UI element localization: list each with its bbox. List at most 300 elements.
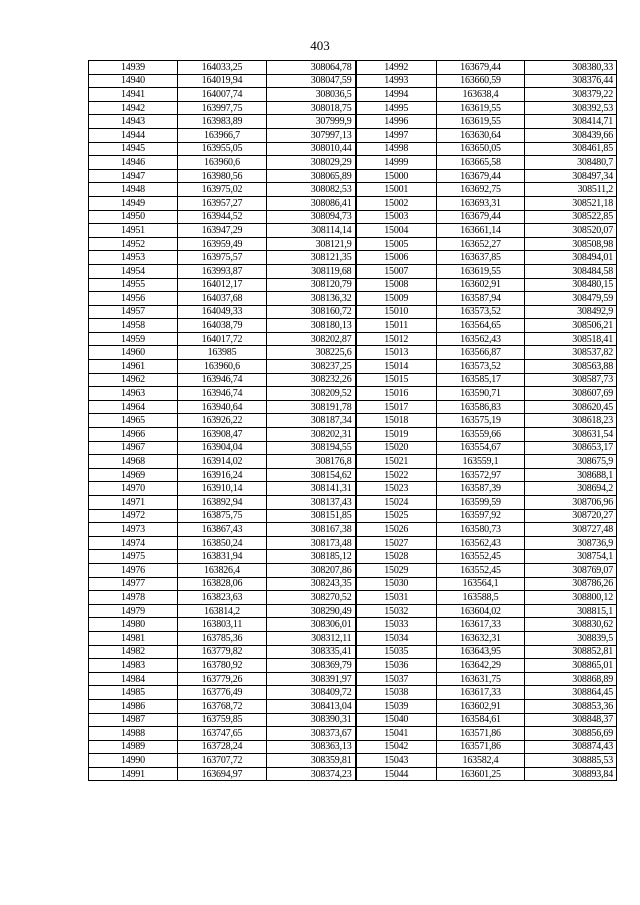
y-coordinate-cell: 308306,01 (267, 618, 356, 632)
table-row (89, 101, 617, 115)
point-number-cell: 14961 (89, 360, 178, 374)
x-coordinate-cell: 163571,86 (437, 727, 525, 741)
x-coordinate-cell: 163997,75 (178, 101, 267, 115)
y-coordinate-cell: 308173,48 (267, 536, 356, 550)
y-coordinate-cell: 308141,31 (267, 482, 356, 496)
x-coordinate-cell: 163637,85 (437, 251, 525, 265)
y-coordinate-cell: 308754,1 (525, 550, 617, 564)
point-number-cell: 14998 (356, 142, 437, 156)
y-coordinate-cell: 308036,5 (267, 88, 356, 102)
point-number-cell: 14990 (89, 754, 178, 768)
y-coordinate-cell: 308484,58 (525, 264, 617, 278)
point-number-cell: 15039 (356, 699, 437, 713)
table-row (89, 645, 617, 659)
table-row (89, 455, 617, 469)
x-coordinate-cell: 163619,55 (437, 101, 525, 115)
y-coordinate-cell: 308121,9 (267, 237, 356, 251)
x-coordinate-cell: 163776,49 (178, 686, 267, 700)
point-number-cell: 14972 (89, 509, 178, 523)
point-number-cell: 14943 (89, 115, 178, 129)
y-coordinate-cell: 308506,21 (525, 319, 617, 333)
point-number-cell: 14957 (89, 305, 178, 319)
x-coordinate-cell: 163619,55 (437, 264, 525, 278)
table-row (89, 305, 617, 319)
point-number-cell: 14964 (89, 400, 178, 414)
y-coordinate-cell: 308180,13 (267, 319, 356, 333)
point-number-cell: 14982 (89, 645, 178, 659)
point-number-cell: 15001 (356, 183, 437, 197)
x-coordinate-cell: 163572,97 (437, 468, 525, 482)
x-coordinate-cell: 163631,75 (437, 672, 525, 686)
point-number-cell: 14988 (89, 727, 178, 741)
point-number-cell: 15027 (356, 536, 437, 550)
point-number-cell: 14981 (89, 631, 178, 645)
x-coordinate-cell: 163630,64 (437, 128, 525, 142)
point-number-cell: 14959 (89, 332, 178, 346)
x-coordinate-cell: 163904,04 (178, 441, 267, 455)
y-coordinate-cell: 308497,34 (525, 169, 617, 183)
point-number-cell: 15002 (356, 196, 437, 210)
x-coordinate-cell: 163552,45 (437, 563, 525, 577)
x-coordinate-cell: 163966,7 (178, 128, 267, 142)
point-number-cell: 15036 (356, 659, 437, 673)
y-coordinate-cell: 308563,88 (525, 360, 617, 374)
point-number-cell: 15016 (356, 387, 437, 401)
point-number-cell: 15020 (356, 441, 437, 455)
point-number-cell: 14969 (89, 468, 178, 482)
y-coordinate-cell: 308439,66 (525, 128, 617, 142)
x-coordinate-cell: 163665,58 (437, 156, 525, 170)
point-number-cell: 15011 (356, 319, 437, 333)
x-coordinate-cell: 163831,94 (178, 550, 267, 564)
x-coordinate-cell: 163566,87 (437, 346, 525, 360)
table-row (89, 496, 617, 510)
x-coordinate-cell: 163564,65 (437, 319, 525, 333)
x-coordinate-cell: 163590,71 (437, 387, 525, 401)
table-row (89, 278, 617, 292)
table-row (89, 699, 617, 713)
x-coordinate-cell: 163643,95 (437, 645, 525, 659)
x-coordinate-cell: 163983,89 (178, 115, 267, 129)
y-coordinate-cell: 308194,55 (267, 441, 356, 455)
point-number-cell: 14944 (89, 128, 178, 142)
x-coordinate-cell: 163926,22 (178, 414, 267, 428)
y-coordinate-cell: 308864,45 (525, 686, 617, 700)
table-row (89, 414, 617, 428)
y-coordinate-cell: 308243,35 (267, 577, 356, 591)
y-coordinate-cell: 308480,15 (525, 278, 617, 292)
y-coordinate-cell: 308839,5 (525, 631, 617, 645)
point-number-cell: 14991 (89, 767, 178, 781)
point-number-cell: 14995 (356, 101, 437, 115)
coordinates-table-body (89, 61, 617, 781)
point-number-cell: 15008 (356, 278, 437, 292)
y-coordinate-cell: 308522,85 (525, 210, 617, 224)
y-coordinate-cell: 308607,69 (525, 387, 617, 401)
x-coordinate-cell: 163617,33 (437, 618, 525, 632)
y-coordinate-cell: 308511,2 (525, 183, 617, 197)
x-coordinate-cell: 163780,92 (178, 659, 267, 673)
table-row (89, 686, 617, 700)
x-coordinate-cell: 163552,45 (437, 550, 525, 564)
table-row (89, 115, 617, 129)
point-number-cell: 14970 (89, 482, 178, 496)
table-row (89, 754, 617, 768)
x-coordinate-cell: 163573,52 (437, 305, 525, 319)
y-coordinate-cell: 308137,43 (267, 496, 356, 510)
y-coordinate-cell: 307997,13 (267, 128, 356, 142)
table-row (89, 183, 617, 197)
point-number-cell: 14976 (89, 563, 178, 577)
point-number-cell: 15040 (356, 713, 437, 727)
point-number-cell: 15024 (356, 496, 437, 510)
point-number-cell: 14975 (89, 550, 178, 564)
table-row (89, 264, 617, 278)
x-coordinate-cell: 163960,6 (178, 156, 267, 170)
point-number-cell: 15007 (356, 264, 437, 278)
y-coordinate-cell: 308390,31 (267, 713, 356, 727)
point-number-cell: 14974 (89, 536, 178, 550)
y-coordinate-cell: 308160,72 (267, 305, 356, 319)
y-coordinate-cell: 308688,1 (525, 468, 617, 482)
point-number-cell: 15003 (356, 210, 437, 224)
y-coordinate-cell: 308114,14 (267, 224, 356, 238)
y-coordinate-cell: 308587,73 (525, 373, 617, 387)
y-coordinate-cell: 308064,78 (267, 61, 356, 75)
x-coordinate-cell: 163652,27 (437, 237, 525, 251)
point-number-cell: 15005 (356, 237, 437, 251)
x-coordinate-cell: 163910,14 (178, 482, 267, 496)
y-coordinate-cell: 308848,37 (525, 713, 617, 727)
x-coordinate-cell: 163914,02 (178, 455, 267, 469)
x-coordinate-cell: 163602,91 (437, 278, 525, 292)
y-coordinate-cell: 308312,11 (267, 631, 356, 645)
x-coordinate-cell: 163602,91 (437, 699, 525, 713)
point-number-cell: 15037 (356, 672, 437, 686)
y-coordinate-cell: 308120,79 (267, 278, 356, 292)
x-coordinate-cell: 163946,74 (178, 373, 267, 387)
y-coordinate-cell: 308380,33 (525, 61, 617, 75)
y-coordinate-cell: 307999,9 (267, 115, 356, 129)
y-coordinate-cell: 308480,7 (525, 156, 617, 170)
point-number-cell: 15013 (356, 346, 437, 360)
point-number-cell: 15010 (356, 305, 437, 319)
table-row (89, 128, 617, 142)
y-coordinate-cell: 308815,1 (525, 604, 617, 618)
x-coordinate-cell: 163707,72 (178, 754, 267, 768)
point-number-cell: 15032 (356, 604, 437, 618)
point-number-cell: 15042 (356, 740, 437, 754)
table-row (89, 210, 617, 224)
point-number-cell: 15029 (356, 563, 437, 577)
point-number-cell: 14949 (89, 196, 178, 210)
table-row (89, 332, 617, 346)
y-coordinate-cell: 308520,07 (525, 224, 617, 238)
table-row (89, 550, 617, 564)
point-number-cell: 14989 (89, 740, 178, 754)
y-coordinate-cell: 308853,36 (525, 699, 617, 713)
table-row (89, 740, 617, 754)
table-row (89, 727, 617, 741)
point-number-cell: 14958 (89, 319, 178, 333)
x-coordinate-cell: 163632,31 (437, 631, 525, 645)
y-coordinate-cell: 308154,62 (267, 468, 356, 482)
y-coordinate-cell: 308653,17 (525, 441, 617, 455)
point-number-cell: 14940 (89, 74, 178, 88)
y-coordinate-cell: 308010,44 (267, 142, 356, 156)
point-number-cell: 14962 (89, 373, 178, 387)
x-coordinate-cell: 163779,82 (178, 645, 267, 659)
x-coordinate-cell: 163660,59 (437, 74, 525, 88)
x-coordinate-cell: 163586,83 (437, 400, 525, 414)
y-coordinate-cell: 308209,52 (267, 387, 356, 401)
point-number-cell: 15030 (356, 577, 437, 591)
point-number-cell: 14950 (89, 210, 178, 224)
x-coordinate-cell: 163823,63 (178, 591, 267, 605)
point-number-cell: 14996 (356, 115, 437, 129)
x-coordinate-cell: 163693,31 (437, 196, 525, 210)
y-coordinate-cell: 308518,41 (525, 332, 617, 346)
point-number-cell: 15022 (356, 468, 437, 482)
y-coordinate-cell: 308369,79 (267, 659, 356, 673)
point-number-cell: 14999 (356, 156, 437, 170)
y-coordinate-cell: 308409,72 (267, 686, 356, 700)
x-coordinate-cell: 163867,43 (178, 523, 267, 537)
point-number-cell: 15009 (356, 292, 437, 306)
y-coordinate-cell: 308620,45 (525, 400, 617, 414)
table-row (89, 468, 617, 482)
y-coordinate-cell: 308856,69 (525, 727, 617, 741)
y-coordinate-cell: 308187,34 (267, 414, 356, 428)
x-coordinate-cell: 163642,29 (437, 659, 525, 673)
y-coordinate-cell: 308414,71 (525, 115, 617, 129)
y-coordinate-cell: 308185,12 (267, 550, 356, 564)
x-coordinate-cell: 163947,29 (178, 224, 267, 238)
x-coordinate-cell: 164037,68 (178, 292, 267, 306)
y-coordinate-cell: 308720,27 (525, 509, 617, 523)
y-coordinate-cell: 308675,9 (525, 455, 617, 469)
y-coordinate-cell: 308086,41 (267, 196, 356, 210)
y-coordinate-cell: 308151,85 (267, 509, 356, 523)
point-number-cell: 14942 (89, 101, 178, 115)
y-coordinate-cell: 308335,41 (267, 645, 356, 659)
point-number-cell: 14960 (89, 346, 178, 360)
point-number-cell: 15026 (356, 523, 437, 537)
x-coordinate-cell: 163759,85 (178, 713, 267, 727)
table-row (89, 563, 617, 577)
point-number-cell: 15044 (356, 767, 437, 781)
y-coordinate-cell: 308363,13 (267, 740, 356, 754)
y-coordinate-cell: 308374,23 (267, 767, 356, 781)
point-number-cell: 14939 (89, 61, 178, 75)
x-coordinate-cell: 163562,43 (437, 536, 525, 550)
point-number-cell: 15038 (356, 686, 437, 700)
point-number-cell: 14987 (89, 713, 178, 727)
y-coordinate-cell: 308376,44 (525, 74, 617, 88)
table-row (89, 618, 617, 632)
x-coordinate-cell: 164012,17 (178, 278, 267, 292)
y-coordinate-cell: 308176,8 (267, 455, 356, 469)
coordinates-table (88, 60, 617, 781)
x-coordinate-cell: 163562,43 (437, 332, 525, 346)
point-number-cell: 15043 (356, 754, 437, 768)
x-coordinate-cell: 163960,6 (178, 360, 267, 374)
table-row (89, 577, 617, 591)
x-coordinate-cell: 163588,5 (437, 591, 525, 605)
x-coordinate-cell: 163785,36 (178, 631, 267, 645)
y-coordinate-cell: 308868,89 (525, 672, 617, 686)
point-number-cell: 14945 (89, 142, 178, 156)
point-number-cell: 15019 (356, 428, 437, 442)
table-row (89, 142, 617, 156)
table-row (89, 196, 617, 210)
table-row (89, 224, 617, 238)
table-row (89, 346, 617, 360)
x-coordinate-cell: 164019,94 (178, 74, 267, 88)
point-number-cell: 14997 (356, 128, 437, 142)
y-coordinate-cell: 308461,85 (525, 142, 617, 156)
x-coordinate-cell: 163617,33 (437, 686, 525, 700)
x-coordinate-cell: 163650,05 (437, 142, 525, 156)
y-coordinate-cell: 308094,73 (267, 210, 356, 224)
table-row (89, 659, 617, 673)
y-coordinate-cell: 308373,67 (267, 727, 356, 741)
x-coordinate-cell: 163993,87 (178, 264, 267, 278)
x-coordinate-cell: 163944,52 (178, 210, 267, 224)
table-row (89, 237, 617, 251)
table-row (89, 387, 617, 401)
y-coordinate-cell: 308029,29 (267, 156, 356, 170)
x-coordinate-cell: 164017,72 (178, 332, 267, 346)
point-number-cell: 14980 (89, 618, 178, 632)
y-coordinate-cell: 308494,01 (525, 251, 617, 265)
point-number-cell: 14977 (89, 577, 178, 591)
point-number-cell: 14956 (89, 292, 178, 306)
point-number-cell: 15004 (356, 224, 437, 238)
y-coordinate-cell: 308537,82 (525, 346, 617, 360)
table-row (89, 319, 617, 333)
point-number-cell: 15025 (356, 509, 437, 523)
x-coordinate-cell: 163908,47 (178, 428, 267, 442)
y-coordinate-cell: 308786,26 (525, 577, 617, 591)
y-coordinate-cell: 308508,98 (525, 237, 617, 251)
x-coordinate-cell: 163582,4 (437, 754, 525, 768)
y-coordinate-cell: 308521,18 (525, 196, 617, 210)
table-row (89, 251, 617, 265)
x-coordinate-cell: 163554,67 (437, 441, 525, 455)
x-coordinate-cell: 163601,25 (437, 767, 525, 781)
y-coordinate-cell: 308065,89 (267, 169, 356, 183)
y-coordinate-cell: 308479,59 (525, 292, 617, 306)
table-row (89, 523, 617, 537)
point-number-cell: 15014 (356, 360, 437, 374)
table-row (89, 591, 617, 605)
x-coordinate-cell: 164038,79 (178, 319, 267, 333)
y-coordinate-cell: 308865,01 (525, 659, 617, 673)
x-coordinate-cell: 163975,02 (178, 183, 267, 197)
table-row (89, 400, 617, 414)
x-coordinate-cell: 163575,19 (437, 414, 525, 428)
x-coordinate-cell: 163679,44 (437, 169, 525, 183)
table-row (89, 713, 617, 727)
table-row (89, 604, 617, 618)
point-number-cell: 14973 (89, 523, 178, 537)
point-number-cell: 14947 (89, 169, 178, 183)
point-number-cell: 14993 (356, 74, 437, 88)
x-coordinate-cell: 163779,26 (178, 672, 267, 686)
y-coordinate-cell: 308167,38 (267, 523, 356, 537)
y-coordinate-cell: 308270,52 (267, 591, 356, 605)
point-number-cell: 14965 (89, 414, 178, 428)
y-coordinate-cell: 308830,62 (525, 618, 617, 632)
point-number-cell: 14983 (89, 659, 178, 673)
point-number-cell: 14985 (89, 686, 178, 700)
table-row (89, 767, 617, 781)
point-number-cell: 14953 (89, 251, 178, 265)
y-coordinate-cell: 308225,6 (267, 346, 356, 360)
point-number-cell: 14963 (89, 387, 178, 401)
y-coordinate-cell: 308727,48 (525, 523, 617, 537)
x-coordinate-cell: 163679,44 (437, 61, 525, 75)
point-number-cell: 15018 (356, 414, 437, 428)
x-coordinate-cell: 163619,55 (437, 115, 525, 129)
point-number-cell: 15021 (356, 455, 437, 469)
x-coordinate-cell: 163768,72 (178, 699, 267, 713)
point-number-cell: 14992 (356, 61, 437, 75)
y-coordinate-cell: 308202,87 (267, 332, 356, 346)
y-coordinate-cell: 308202,31 (267, 428, 356, 442)
point-number-cell: 15031 (356, 591, 437, 605)
x-coordinate-cell: 163850,24 (178, 536, 267, 550)
x-coordinate-cell: 163661,14 (437, 224, 525, 238)
table-row (89, 373, 617, 387)
y-coordinate-cell: 308631,54 (525, 428, 617, 442)
x-coordinate-cell: 163728,24 (178, 740, 267, 754)
y-coordinate-cell: 308359,81 (267, 754, 356, 768)
point-number-cell: 14955 (89, 278, 178, 292)
x-coordinate-cell: 163692,75 (437, 183, 525, 197)
x-coordinate-cell: 164007,74 (178, 88, 267, 102)
x-coordinate-cell: 163580,73 (437, 523, 525, 537)
table-row (89, 74, 617, 88)
x-coordinate-cell: 163747,65 (178, 727, 267, 741)
x-coordinate-cell: 163875,75 (178, 509, 267, 523)
y-coordinate-cell: 308885,53 (525, 754, 617, 768)
table-row (89, 672, 617, 686)
point-number-cell: 14966 (89, 428, 178, 442)
point-number-cell: 15035 (356, 645, 437, 659)
point-number-cell: 15017 (356, 400, 437, 414)
x-coordinate-cell: 163559,66 (437, 428, 525, 442)
point-number-cell: 15012 (356, 332, 437, 346)
y-coordinate-cell: 308379,22 (525, 88, 617, 102)
point-number-cell: 14954 (89, 264, 178, 278)
x-coordinate-cell: 163814,2 (178, 604, 267, 618)
x-coordinate-cell: 163975,57 (178, 251, 267, 265)
point-number-cell: 14984 (89, 672, 178, 686)
table-row (89, 88, 617, 102)
table-row (89, 428, 617, 442)
x-coordinate-cell: 163946,74 (178, 387, 267, 401)
point-number-cell: 14971 (89, 496, 178, 510)
y-coordinate-cell: 308618,23 (525, 414, 617, 428)
y-coordinate-cell: 308136,32 (267, 292, 356, 306)
x-coordinate-cell: 163985 (178, 346, 267, 360)
y-coordinate-cell: 308290,49 (267, 604, 356, 618)
point-number-cell: 15000 (356, 169, 437, 183)
y-coordinate-cell: 308769,07 (525, 563, 617, 577)
x-coordinate-cell: 163892,94 (178, 496, 267, 510)
